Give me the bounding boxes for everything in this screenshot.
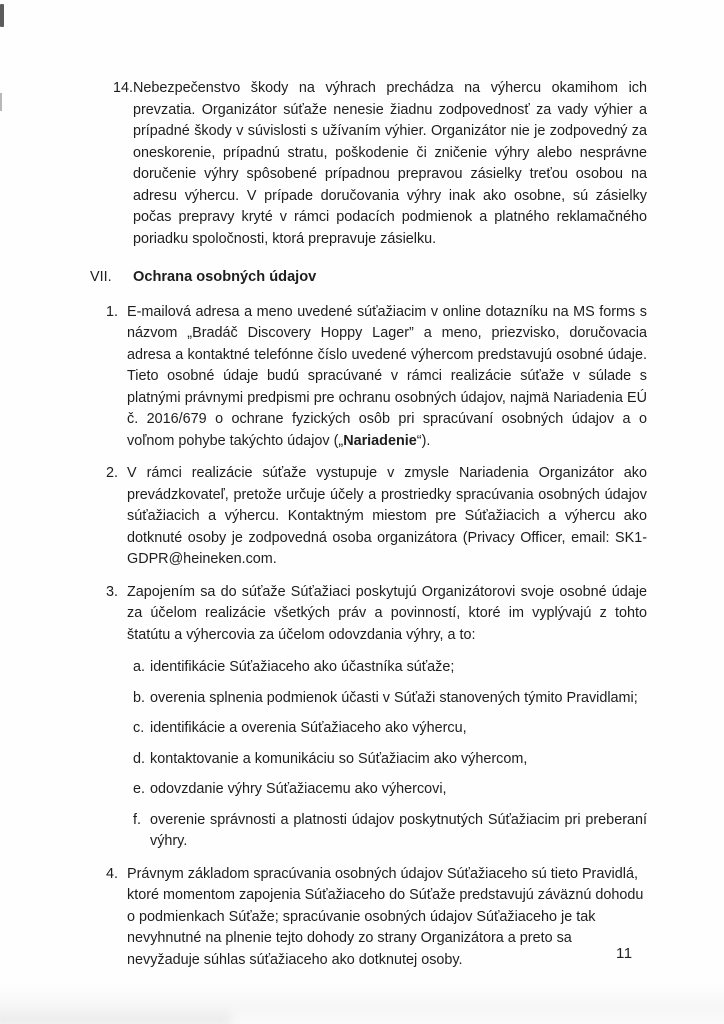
subitem-a-text: identifikácie Súťažiaceho ako účastníka súťaže; <box>150 659 455 675</box>
subitem-f <box>133 810 647 853</box>
subitem-a-letter: a. <box>133 659 146 675</box>
subitem-c-letter: c. <box>133 720 145 736</box>
subitem-f-letter: f. <box>133 811 141 828</box>
scan-artifact-mark <box>0 4 4 27</box>
section-vii-item-1 <box>106 302 647 453</box>
subitem-c <box>133 718 647 740</box>
item-2-text: V rámci realizácie súťaže vystupuje v zmysle Nariadenia Organizátor ako prevádzkovateľ, pretože určuje účely a prostriedky spracúvania osobných údajov súťažiacich a výhercu. Kontaktným miestom pre Súťažiacich a výhercu ako dotknuté osoby je zodpovedná osoba organizátora (Privacy Officer, email: SK1-GDPR@heineken.com. <box>127 465 647 567</box>
item-3-number: 3. <box>106 583 119 600</box>
subitem-d-letter: d. <box>133 750 146 767</box>
page-number: 11 <box>616 945 633 962</box>
section-vii-item-3 <box>106 582 647 647</box>
item-1-bold-term: Nariadenie <box>343 432 417 449</box>
subitem-f-text: overenie správnosti a platnosti údajov poskytnutých Súťažiacim pri preberaní výhry. <box>150 811 647 849</box>
clause-14-paragraph <box>113 78 647 250</box>
item-1-text-after: “). <box>416 432 431 449</box>
subitem-b-letter: b. <box>133 689 146 706</box>
item-3-text: Zapojením sa do súťaže Súťažiaci poskytujú Organizátorovi svoje osobné údaje za účelom realizácie všetkých práv a povinností, ktoré im vyplývajú z tohto štatútu a výhercovia za účelom odovzdania výhry, a to: <box>127 583 647 643</box>
subitem-e-text: odovzdanie výhry Súťažiacemu ako výhercovi, <box>150 781 447 797</box>
subitem-b-text: overenia splnenia podmienok účasti v Súťaži stanovených týmito Pravidlami; <box>150 689 638 706</box>
subitem-d-text: kontaktovanie a komunikáciu so Súťažiacim ako výhercom, <box>150 750 528 767</box>
subitem-b <box>133 688 647 710</box>
item-2-number: 2. <box>106 465 119 481</box>
item-1-text-before: E-mailová adresa a meno uvedené súťažiacim v online dotazníku na MS forms s názvom „Bradáč Discovery Hoppy Lager” a meno, priezvisko, doručovacia adresa a kontaktné telefónne číslo uvedené výhercom predstavujú osobné údaje. Tieto osobné údaje budú spracúvané v rámci realizácie súťaže v súlade s platnými právnymi predpismi pre ochranu osobných údajov, najmä Nariadenia EÚ č. 2016/679 o ochrane fyzických osôb pri spracúvaní osobných údajov a o voľnom pohybe takýchto údajov („ <box>127 303 647 449</box>
subitem-e-letter: e. <box>133 781 146 797</box>
section-number: VII. <box>90 269 112 285</box>
subitem-a <box>133 657 647 679</box>
item-1-text <box>127 302 647 453</box>
section-title: Ochrana osobných údajov <box>133 269 317 285</box>
section-vii-header <box>90 267 647 289</box>
section-vii-item-2 <box>106 463 647 571</box>
page-content <box>0 78 724 971</box>
subitem-c-text: identifikácie a overenia Súťažiaceho ako výhercu, <box>150 720 467 736</box>
subitem-d <box>133 749 647 771</box>
item-3-subitem-list <box>0 657 724 853</box>
item-4-text: Právnym základom spracúvania osobných údajov Súťažiaceho sú tieto Pravidlá, ktoré momentom zapojenia Súťažiaceho do Súťaže predstavujú záväznú dohodu o podmienkach Súťaže; spracúvanie osobných údajov Súťažiaceho je tak nevyhnutné na plnenie tejto dohody zo strany Organizátora a preto sa nevyžaduje súhlas súťažiaceho ako dotknutej osoby. <box>127 865 644 968</box>
clause-14-number: 14. <box>113 80 134 96</box>
scan-bottom-smudge <box>0 1012 232 1024</box>
subitem-e <box>133 779 647 801</box>
item-4-number: 4. <box>106 865 119 882</box>
item-1-number: 1. <box>106 303 119 320</box>
section-vii-item-4 <box>106 864 647 972</box>
scan-bottom-shadow <box>0 982 724 1024</box>
clause-14-text: Nebezpečenstvo škody na výhrach prechádza na výhercu okamihom ich prevzatia. Organizátor súťaže nenesie žiadnu zodpovednosť za vady výhier a prípadné škody v súvislosti s užívaním výhier. Organizátor nie je zodpovedný za oneskorenie, prípadnú stratu, poškodenie či zničenie výhry alebo nesprávne doručenie výhry spôsobené prípadnou prepravou zásielky treťou osobou na adresu výhercu. V prípade doručovania výhry inak ako osobne, sú zásielky počas prepravy kryté v rámci podacích podmienok a platného reklamačného poriadku spoločnosti, ktorá prepravuje zásielku. <box>133 80 647 247</box>
